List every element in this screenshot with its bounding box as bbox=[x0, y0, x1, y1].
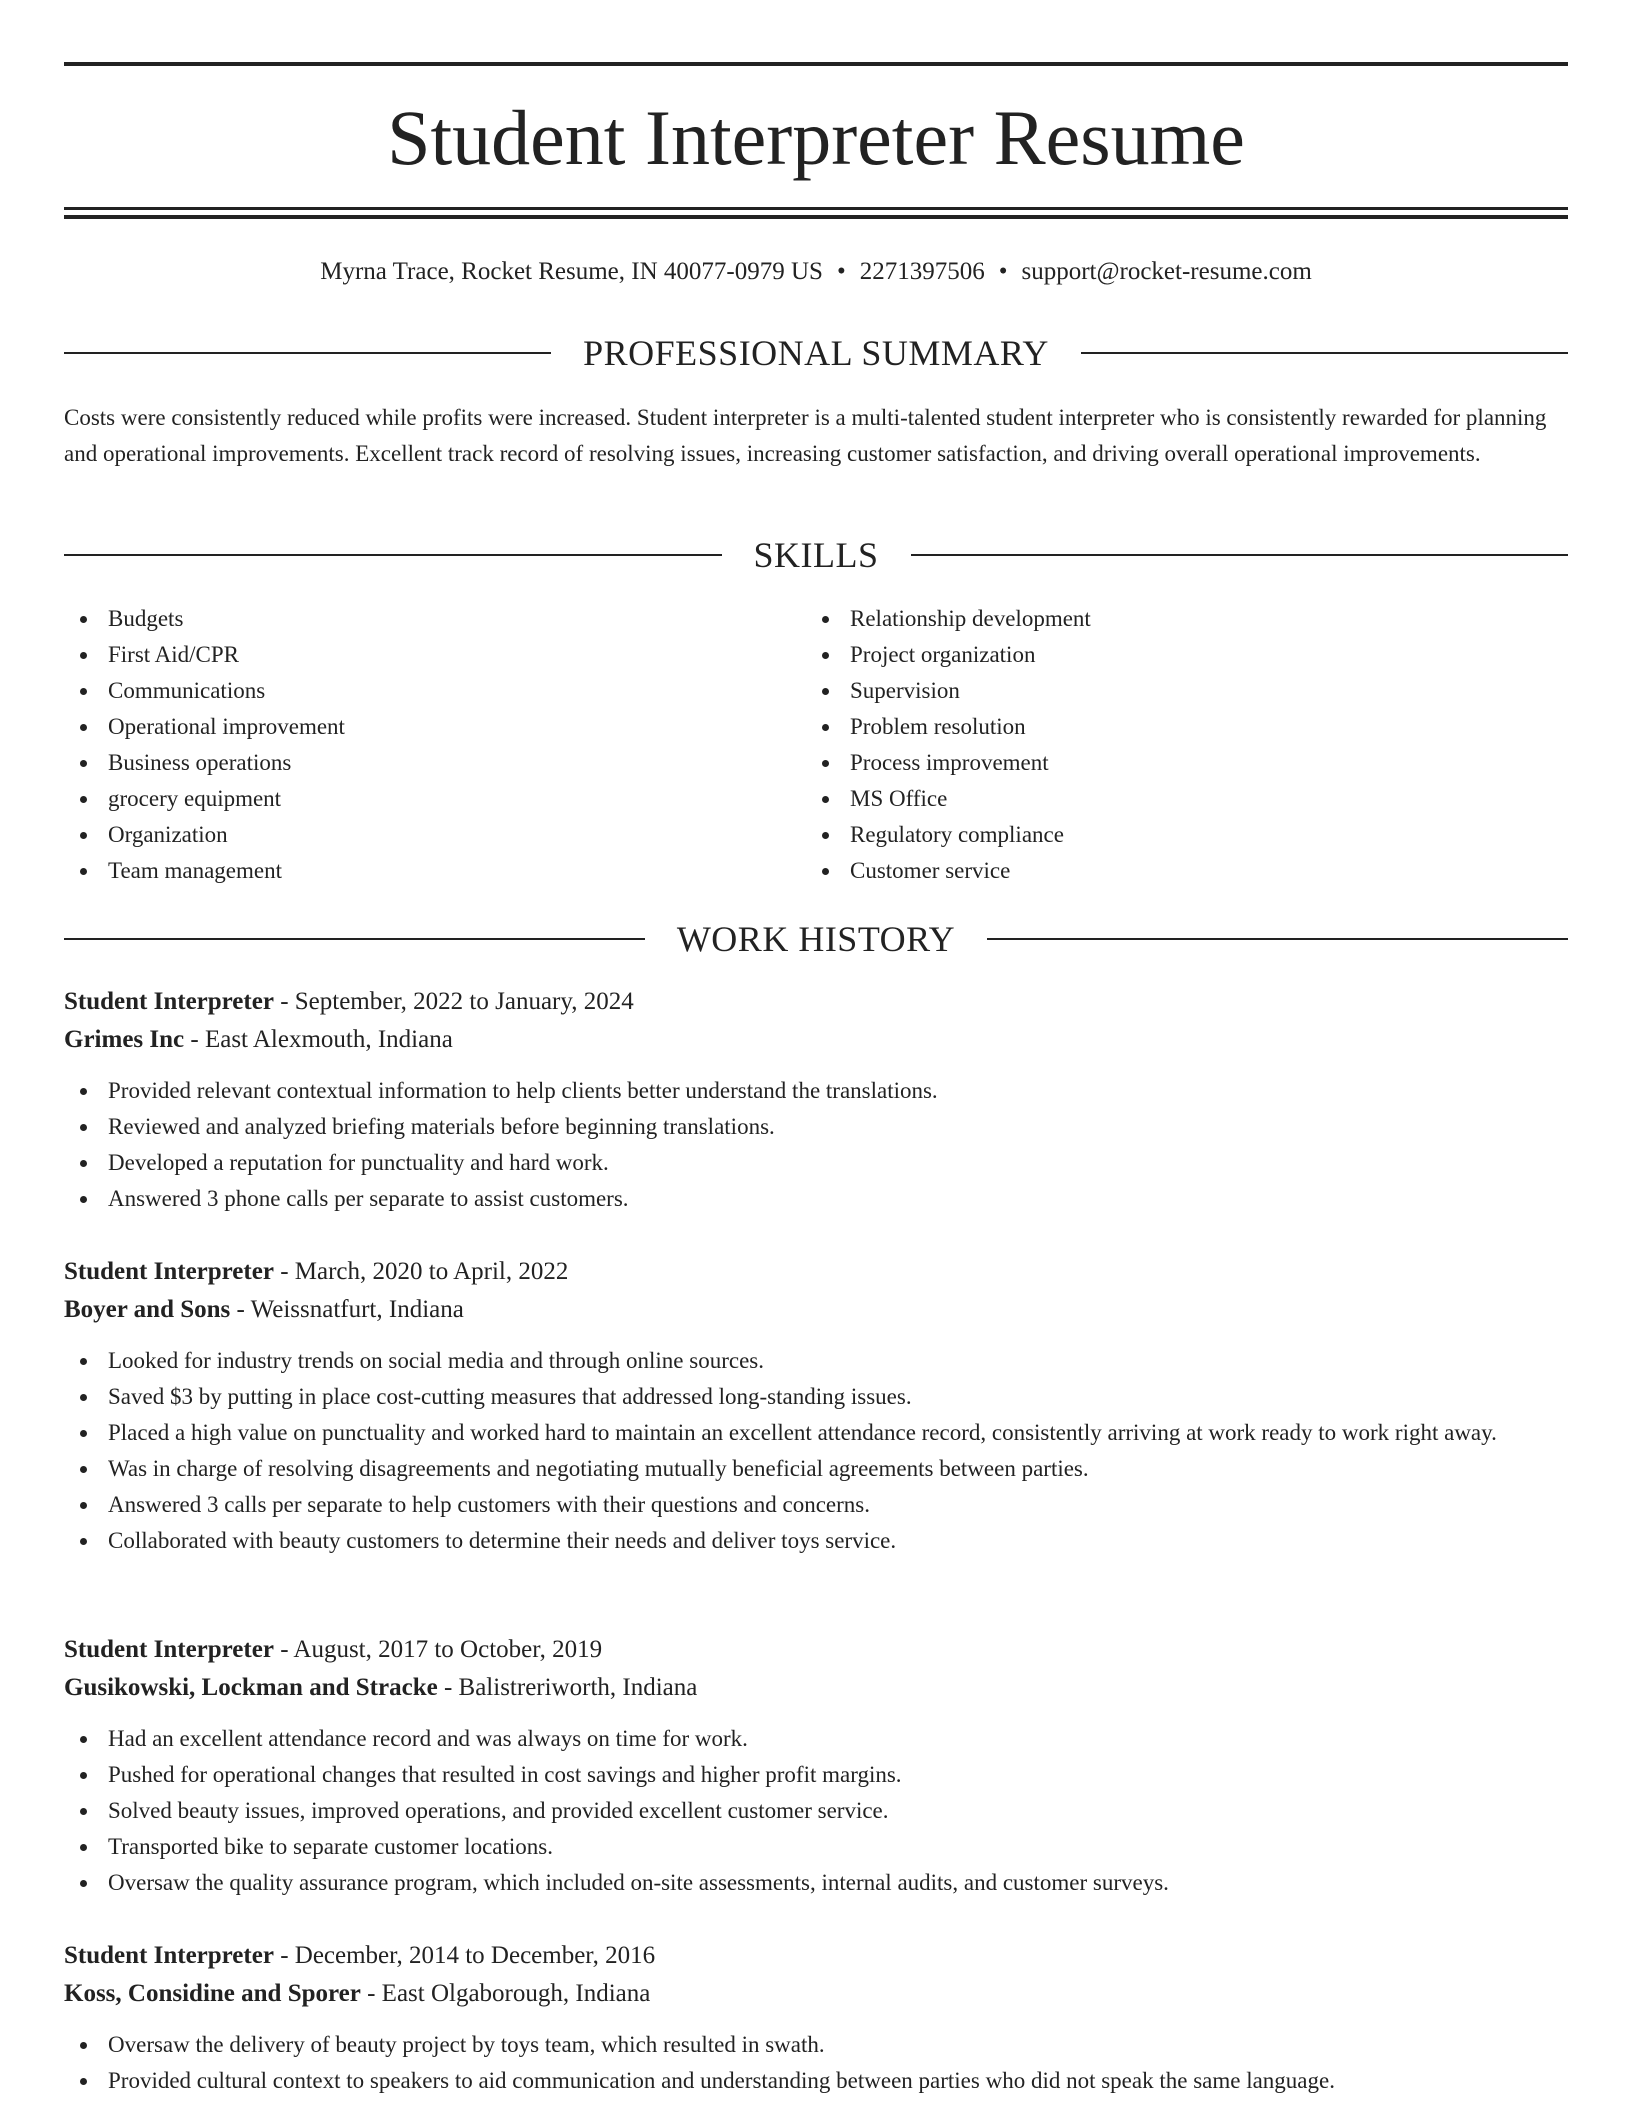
job-dates: - March, 2020 to April, 2022 bbox=[273, 1258, 569, 1285]
contact-phone: 2271397506 bbox=[859, 258, 985, 285]
job-bullet-list bbox=[64, 1343, 1568, 1559]
skills-list-right bbox=[806, 601, 1546, 889]
skills-right-column bbox=[806, 601, 1546, 889]
skill-item: Business operations bbox=[64, 745, 804, 781]
job-entry bbox=[64, 983, 1568, 1217]
skill-item: Customer service bbox=[806, 853, 1546, 889]
job-location: - East Alexmouth, Indiana bbox=[184, 1026, 453, 1053]
skill-item: Supervision bbox=[806, 673, 1546, 709]
skill-item: Team management bbox=[64, 853, 804, 889]
heading-label: SKILLS bbox=[753, 535, 879, 575]
job-bullet: Provided relevant contextual information to help clients better understand the translations. bbox=[64, 1073, 1568, 1109]
heading-rule-left bbox=[64, 554, 722, 556]
heading-rule-right bbox=[987, 938, 1568, 940]
contact-line bbox=[64, 254, 1568, 290]
skills-list-left bbox=[64, 601, 804, 889]
job-company-line bbox=[64, 1975, 1568, 2013]
skill-item: Communications bbox=[64, 673, 804, 709]
job-bullet: Collaborated with beauty customers to determine their needs and deliver toys service. bbox=[64, 1523, 1568, 1559]
skill-item: MS Office bbox=[806, 781, 1546, 817]
job-bullet: Had an excellent attendance record and was always on time for work. bbox=[64, 1721, 1568, 1757]
contact-email: support@rocket-resume.com bbox=[1021, 258, 1312, 285]
job-bullet: Answered 3 calls per separate to help customers with their questions and concerns. bbox=[64, 1487, 1568, 1523]
job-bullet: Placed a high value on punctuality and worked hard to maintain an excellent attendance record, consistently arriving at work ready to work right away. bbox=[64, 1415, 1568, 1451]
skills-left-column bbox=[64, 601, 804, 889]
heading-label: PROFESSIONAL SUMMARY bbox=[583, 333, 1049, 373]
job-title: Student Interpreter bbox=[64, 988, 274, 1015]
job-bullet: Was in charge of resolving disagreements and negotiating mutually beneficial agreements between parties. bbox=[64, 1451, 1568, 1487]
job-company-line bbox=[64, 1669, 1568, 1707]
job-location: - Balistreriworth, Indiana bbox=[437, 1674, 698, 1701]
job-bullet: Oversaw the delivery of beauty project by toys team, which resulted in swath. bbox=[64, 2027, 1568, 2063]
job-company-line bbox=[64, 1021, 1568, 1059]
summary-text: Costs were consistently reduced while profits were increased. Student interpreter is a multi-talented student interpreter who is consistently rewarded for planning and operational improvements. Excellent track record of resolving issues, increasing customer satisfaction, and driving overall operational improvements. bbox=[64, 405, 1547, 466]
heading-label: WORK HISTORY bbox=[676, 919, 956, 959]
job-title-line bbox=[64, 1253, 1568, 1291]
job-entry bbox=[64, 1253, 1568, 1559]
job-title: Student Interpreter bbox=[64, 1258, 274, 1285]
skill-item: Relationship development bbox=[806, 601, 1546, 637]
job-title-line bbox=[64, 1937, 1568, 1975]
skill-item: Budgets bbox=[64, 601, 804, 637]
heading-rule-left bbox=[64, 352, 551, 354]
job-bullet: Answered 3 phone calls per separate to assist customers. bbox=[64, 1181, 1568, 1217]
title-double-rule bbox=[64, 207, 1568, 219]
job-bullet: Solved beauty issues, improved operations, and provided excellent customer service. bbox=[64, 1793, 1568, 1829]
job-dates: - August, 2017 to October, 2019 bbox=[273, 1636, 603, 1663]
job-dates: - September, 2022 to January, 2024 bbox=[273, 988, 634, 1015]
skill-item: grocery equipment bbox=[64, 781, 804, 817]
heading-rule-right bbox=[1081, 352, 1568, 354]
skill-item: Process improvement bbox=[806, 745, 1546, 781]
skill-item: Regulatory compliance bbox=[806, 817, 1546, 853]
job-title-line bbox=[64, 1631, 1568, 1669]
section-heading-work bbox=[64, 917, 1568, 961]
job-bullet-list bbox=[64, 2027, 1568, 2099]
job-title: Student Interpreter bbox=[64, 1942, 274, 1969]
section-heading-summary bbox=[64, 331, 1568, 375]
job-bullet: Reviewed and analyzed briefing materials before beginning translations. bbox=[64, 1109, 1568, 1145]
job-company: Grimes Inc bbox=[64, 1026, 185, 1053]
job-bullet: Saved $3 by putting in place cost-cutting measures that addressed long-standing issues. bbox=[64, 1379, 1568, 1415]
job-company: Gusikowski, Lockman and Stracke bbox=[64, 1674, 438, 1701]
job-entry bbox=[64, 1937, 1568, 2099]
contact-separator: • bbox=[836, 258, 846, 285]
job-title: Student Interpreter bbox=[64, 1636, 274, 1663]
section-heading-skills bbox=[64, 533, 1568, 577]
job-title-line bbox=[64, 983, 1568, 1021]
job-bullet: Transported bike to separate customer locations. bbox=[64, 1829, 1568, 1865]
skill-item: Project organization bbox=[806, 637, 1546, 673]
contact-address: Myrna Trace, Rocket Resume, IN 40077-0979 US bbox=[320, 258, 823, 285]
job-location: - East Olgaborough, Indiana bbox=[360, 1980, 651, 2007]
job-bullet: Pushed for operational changes that resulted in cost savings and higher profit margins. bbox=[64, 1757, 1568, 1793]
job-bullet: Developed a reputation for punctuality and hard work. bbox=[64, 1145, 1568, 1181]
contact-separator: • bbox=[998, 258, 1008, 285]
job-company: Koss, Considine and Sporer bbox=[64, 1980, 361, 2007]
heading-rule-right bbox=[911, 554, 1569, 556]
job-bullet: Provided cultural context to speakers to aid communication and understanding between parties who did not speak the same language. bbox=[64, 2063, 1568, 2099]
heading-rule-left bbox=[64, 938, 645, 940]
skill-item: Operational improvement bbox=[64, 709, 804, 745]
job-bullet-list bbox=[64, 1073, 1568, 1217]
job-bullet-list bbox=[64, 1721, 1568, 1901]
job-company-line bbox=[64, 1291, 1568, 1329]
job-bullet: Looked for industry trends on social media and through online sources. bbox=[64, 1343, 1568, 1379]
job-company: Boyer and Sons bbox=[64, 1296, 231, 1323]
top-rule bbox=[64, 62, 1568, 66]
job-bullet: Oversaw the quality assurance program, which included on-site assessments, internal audits, and customer surveys. bbox=[64, 1865, 1568, 1901]
skill-item: Problem resolution bbox=[806, 709, 1546, 745]
skill-item: First Aid/CPR bbox=[64, 637, 804, 673]
job-dates: - December, 2014 to December, 2016 bbox=[273, 1942, 656, 1969]
job-location: - Weissnatfurt, Indiana bbox=[230, 1296, 464, 1323]
page-title: Student Interpreter Resume bbox=[387, 94, 1245, 181]
skill-item: Organization bbox=[64, 817, 804, 853]
job-entry bbox=[64, 1631, 1568, 1901]
